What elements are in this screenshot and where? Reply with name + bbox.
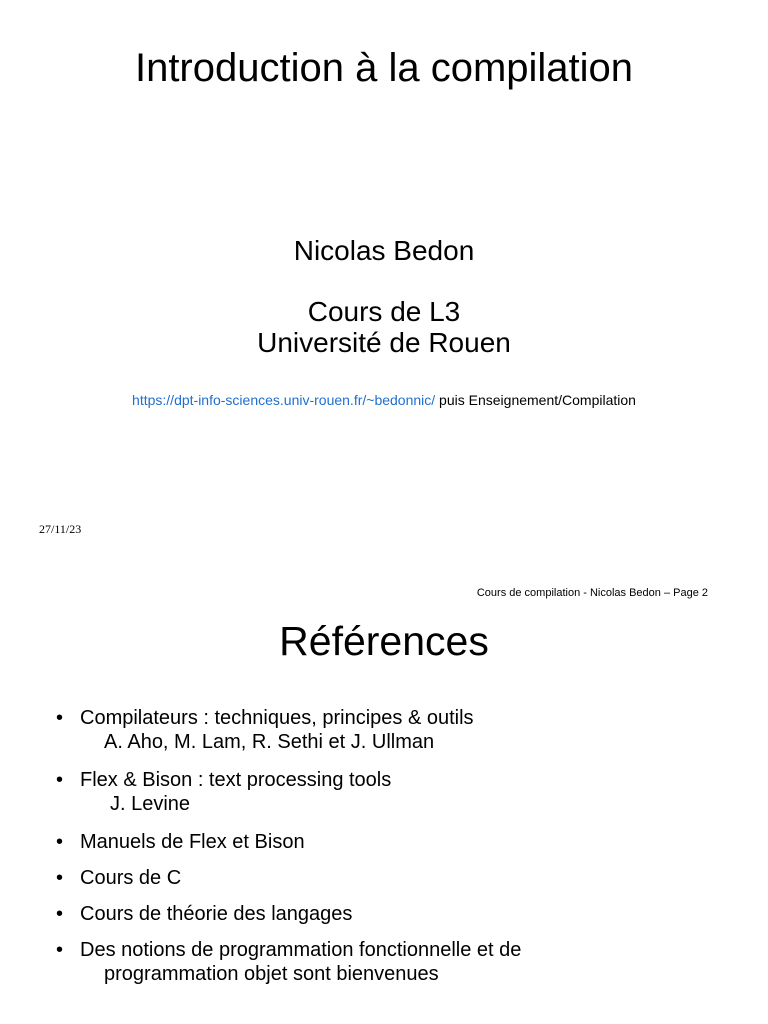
reference-title: Flex & Bison : text processing tools [80, 769, 392, 791]
reference-title: Compilateurs : techniques, principes & outils [80, 707, 474, 729]
page-header: Cours de compilation - Nicolas Bedon – Page 2 [476, 587, 708, 599]
list-item [56, 830, 736, 854]
author-name: Nicolas Bedon [293, 235, 475, 266]
reference-continuation: programmation objet sont bienvenues [104, 963, 439, 985]
list-item [56, 938, 736, 986]
list-item [56, 768, 736, 816]
slide-title: Introduction à la compilation [134, 46, 634, 90]
university-name: Université de Rouen [257, 327, 511, 358]
reference-title: Manuels de Flex et Bison [80, 831, 305, 853]
bullet-icon: • [56, 867, 64, 889]
reference-authors: A. Aho, M. Lam, R. Sethi et J. Ullman [104, 731, 435, 753]
course-level: Cours de L3 [307, 296, 461, 327]
bullet-icon: • [56, 939, 64, 961]
slide-title: Références [279, 618, 489, 664]
bullet-icon: • [56, 707, 64, 729]
bullet-icon: • [56, 831, 64, 853]
references-list [56, 706, 736, 998]
slide-date: 27/11/23 [39, 522, 82, 536]
list-item [56, 866, 736, 890]
list-item [56, 902, 736, 926]
course-url-line [0, 391, 768, 409]
bullet-icon: • [56, 769, 64, 791]
list-item [56, 706, 736, 754]
course-info [0, 296, 768, 358]
course-url-suffix: puis Enseignement/Compilation [435, 392, 636, 408]
reference-title: Cours de C [80, 867, 182, 889]
reference-authors: J. Levine [110, 793, 191, 815]
reference-title: Des notions de programmation fonctionnelle et de [80, 939, 522, 961]
course-link[interactable]: https://dpt-info-sciences.univ-rouen.fr/~bedonnic/ [132, 392, 436, 408]
reference-title: Cours de théorie des langages [80, 903, 353, 925]
slide-2 [0, 560, 768, 1024]
bullet-icon: • [56, 903, 64, 925]
